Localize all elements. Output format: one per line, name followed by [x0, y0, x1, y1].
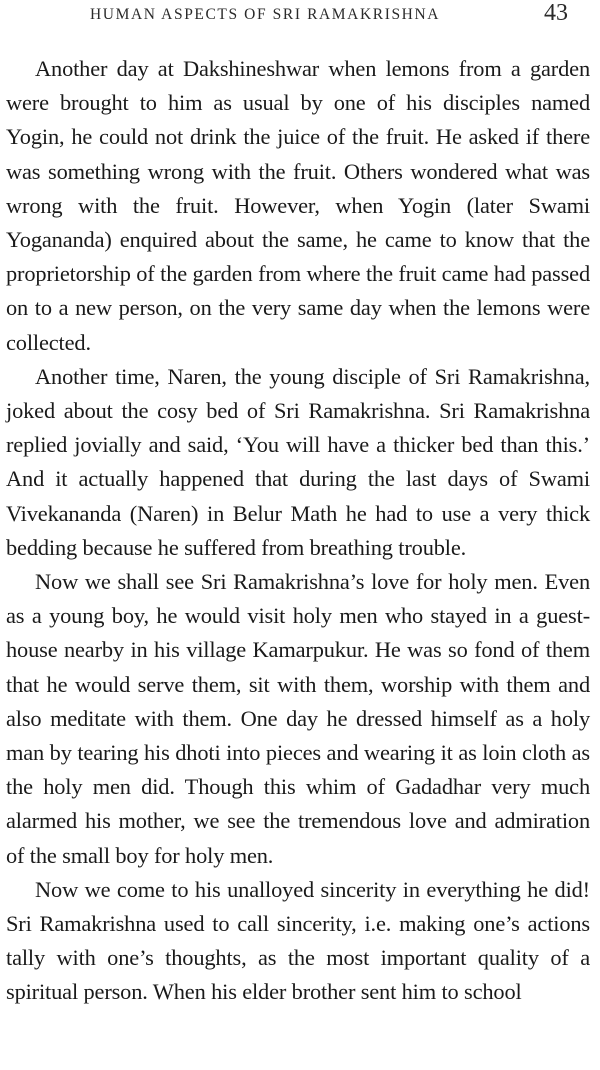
paragraph-sincerity: Now we come to his unalloyed sincerity in everything he did! Sri Ramakrishna used to call sincerity, i.e. making one’s actions tally with one’s thoughts, as the most important quality of a spiritual person. When his elder brother sent him to school — [6, 876, 590, 1005]
page-number: 43 — [544, 0, 568, 26]
body-text — [6, 52, 590, 1010]
running-header — [6, 0, 590, 30]
paragraph-lemons-story: Another day at Dakshineshwar when lemons from a garden were brought to him as usual by one of his disciples named Yogin, he could not drink the juice of the fruit. He asked if there was something wrong with the fruit. Others wondered what was wrong with the fruit. However, when Yogin (later Swami Yogananda) enquired about the same, he came to know that the proprietorship of the garden from where the fruit came had passed on to a new person, on the very same day when the lemons were collected. — [6, 56, 590, 355]
paragraph-holy-men: Now we shall see Sri Ramakrishna’s love for holy men. Even as a young boy, he would visit holy men who stayed in a guest-house nearby in his village Kamarpukur. He was so fond of them that he would serve them, sit with them, worship with them and also meditate with them. One day he dressed himself as a holy man by tearing his dhoti into pieces and wearing it as loin cloth as the holy men did. Though this whim of Gadadhar very much alarmed his mother, we see the tremendous love and admiration of the small boy for holy men. — [6, 569, 590, 868]
paragraph-naren-bed: Another time, Naren, the young disciple of Sri Ramakrishna, joked about the cosy bed of Sri Ramakrishna. Sri Ramakrishna replied jovially and said, ‘You will have a thicker bed than this.’ And it actually happened that during the last days of Swami Vivekananda (Naren) in Belur Math he had to use a very thick bedding because he suffered from breathing trouble. — [6, 363, 590, 560]
running-title: HUMAN ASPECTS OF SRI RAMAKRISHNA — [90, 6, 441, 23]
